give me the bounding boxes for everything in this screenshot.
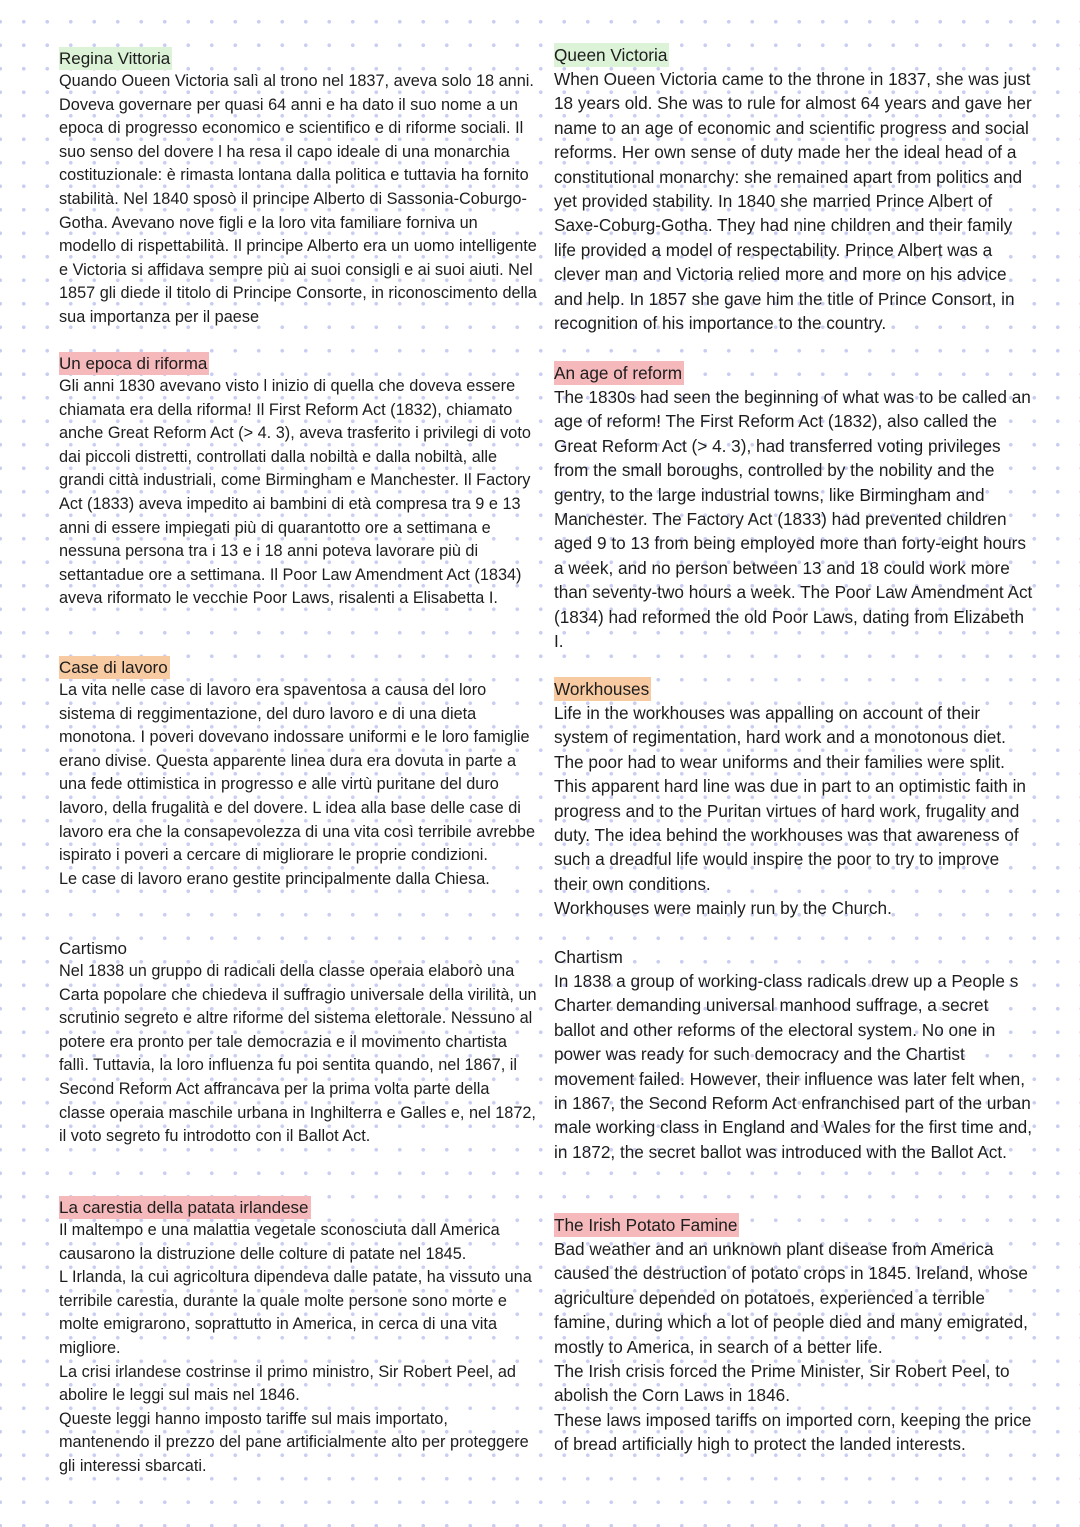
section-regina-vittoria xyxy=(59,47,539,330)
section-chartism xyxy=(554,945,1034,1164)
section-heading: Queen Victoria xyxy=(554,45,668,65)
section-body: The 1830s had seen the beginning of what was to be called an age of reform! The First Reform Act (1832), also called the Great Reform Act (> 4. 3), had transferred voting privileges from the small boroughs, controlled by the nobility and the gentry, to the large industrial towns, like Birmingham and Manchester. The Factory Act (1833) had prevented children aged 9 to 13 from being employed more than forty-eight hours a week, and no person between 13 and 18 could work more than seventy-two hours a week. The Poor Law Amendment Act (1834) had reformed the old Poor Laws, dating from Elizabeth I. xyxy=(554,387,1033,652)
section-heading: Chartism xyxy=(554,947,623,967)
section-heading: The Irish Potato Famine xyxy=(554,1215,738,1235)
section-body: When Oueen Victoria came to the throne in 1837, she was just 18 years old. She was to rule for almost 64 years and gave her name to an age of economic and scientific progress and social reforms. Her own sense of duty made her the ideal head of a constitutional monarchy: she remained apart from politics and yet provided stability. In 1840 she married Prince Albert of Saxe-Coburg-Gotha. They had nine children and their family life provided a model of respectability. Prince Albert was a clever man and Victoria relied more and more on his advice and help. In 1857 she gave him the title of Prince Consort, in recognition of his importance to the country. xyxy=(554,69,1032,334)
section-case-di-lavoro xyxy=(59,656,539,891)
section-queen-victoria xyxy=(554,43,1034,335)
section-heading: An age of reform xyxy=(554,363,683,383)
section-carestia-patata xyxy=(59,1196,539,1479)
section-heading: Cartismo xyxy=(59,939,128,958)
section-body: Life in the workhouses was appalling on account of their system of regimentation, hard work and a monotonous diet. The poor had to wear uniforms and their families were split. This apparent hard line was due in part to an optimistic faith in progress and to the Puritan virtues of hard work, frugality and duty. The idea behind the workhouses was that awareness of such a dreadful life would inspire the poor to try to improve their own conditions. Workhouses were mainly run by the Church. xyxy=(554,703,1026,919)
section-body: In 1838 a group of working-class radicals drew up a People s Charter demanding universal manhood suffrage, a secret ballot and other reforms of the electoral system. No one in power was ready for such democracy and the Chartist movement failed. However, their influence was later felt when, in 1867, the Second Reform Act enfranchised part of the urban male working class in England and Wales for the first time and, in 1872, the secret ballot was introduced with the Ballot Act. xyxy=(554,971,1032,1162)
section-heading: Regina Vittoria xyxy=(59,49,171,68)
section-body: Il maltempo e una malattia vegetale sconosciuta dall America causarono la distruzione delle colture di patate nel 1845. L Irlanda, la cui agricoltura dipendeva dalle patate, ha vissuto una terribile carestia, durante la quale molte persone sono morte e molte emigrarono, soprattutto in America, in cerca di una vita migliore. La crisi irlandese costrinse il primo ministro, Sir Robert Peel, ad abolire le leggi sul mais nel 1846. Queste leggi hanno imposto tariffe sul mais importato, mantenendo il prezzo del pane artificialmente alto per proteggere gli interessi sbarcati. xyxy=(59,1221,532,1475)
section-body: Quando Oueen Victoria salì al trono nel 1837, aveva solo 18 anni. Doveva governare per quasi 64 anni e ha dato il suo nome a un epoca di progresso economico e scientifico e di riforme sociali. Il suo senso del dovere l ha resa il capo ideale di una monarchia costituzionale: è rimasta lontana dalla politica e tuttavia ha fornito stabilità. Nel 1840 sposò il principe Alberto di Sassonia-Coburgo-Gotha. Avevano nove figli e la loro vita familiare forniva un modello di rispettabilità. Il principe Alberto era un uomo intelligente e Victoria si affidava sempre più ai suoi consigli e ai suoi aiuti. Nel 1857 gli diede il titolo di Principe Consorte, in riconoscimento della sua importanza per il paese xyxy=(59,72,537,326)
section-body: Gli anni 1830 avevano visto l inizio di quella che doveva essere chiamata era della riforma! Il First Reform Act (1832), chiamato anche Great Reform Act (> 4. 3), aveva trasferito i privilegi di voto dai piccoli distretti, controllati dalla nobiltà e dalla nobiltà, alle grandi città industriali, come Birmingham e Manchester. Il Factory Act (1833) aveva impedito ai bambini di età compresa tra 9 e 13 anni di essere impiegati più di quarantotto ore a settimana e nessuna persona tra i 13 e i 18 anni poteva lavorare più di settantadue ore a settimana. Il Poor Law Amendment Act (1834) aveva riformato le vecchie Poor Laws, risalenti a Elisabetta I. xyxy=(59,377,531,608)
section-body: Nel 1838 un gruppo di radicali della classe operaia elaborò una Carta popolare che chiedeva il suffragio universale della virilità, un scrutinio segreto e altre riforme del sistema elettorale. Nessuno al potere era pronto per tale democrazia e il movimento chartista fallì. Tuttavia, la loro influenza fu poi sentita quando, nel 1867, il Second Reform Act affrancava per la prima volta parte della classe operaia maschile urbana in Inghilterra e Galles e, nel 1872, il voto segreto fu introdotto con il Ballot Act. xyxy=(59,962,537,1146)
section-body: Bad weather and an unknown plant disease from America caused the destruction of potato crops in 1845. Ireland, whose agriculture depended on potatoes, experienced a terrible famine, during which a lot of people died and many emigrated, mostly to America, in search of a better life. The Irish crisis forced the Prime Minister, Sir Robert Peel, to abolish the Corn Laws in 1846. These laws imposed tariffs on imported corn, keeping the price of bread artificially high to protect the landed interests. xyxy=(554,1239,1032,1455)
section-irish-potato-famine xyxy=(554,1213,1034,1457)
section-workhouses xyxy=(554,677,1034,921)
section-heading: Un epoca di riforma xyxy=(59,354,208,373)
section-heading: Case di lavoro xyxy=(59,658,168,677)
section-age-of-reform xyxy=(554,361,1034,653)
section-epoca-di-riforma xyxy=(59,352,539,611)
section-cartismo xyxy=(59,937,539,1149)
section-heading: Workhouses xyxy=(554,679,650,699)
section-body: La vita nelle case di lavoro era spaventosa a causa del loro sistema di reggimentazione, del duro lavoro e di una dieta monotona. I poveri dovevano indossare uniformi e le loro famiglie erano divise. Questa apparente linea dura era dovuta in parte a una fede ottimistica in progresso e alle virtù puritane del duro lavoro, della frugalità e del dovere. L idea alla base delle case di lavoro era che la consapevolezza di una vita così terribile avrebbe ispirato i poveri a cercare di migliorare le proprie condizioni. Le case di lavoro erano gestite principalmente dalla Chiesa. xyxy=(59,681,536,888)
section-heading: La carestia della patata irlandese xyxy=(59,1198,309,1217)
